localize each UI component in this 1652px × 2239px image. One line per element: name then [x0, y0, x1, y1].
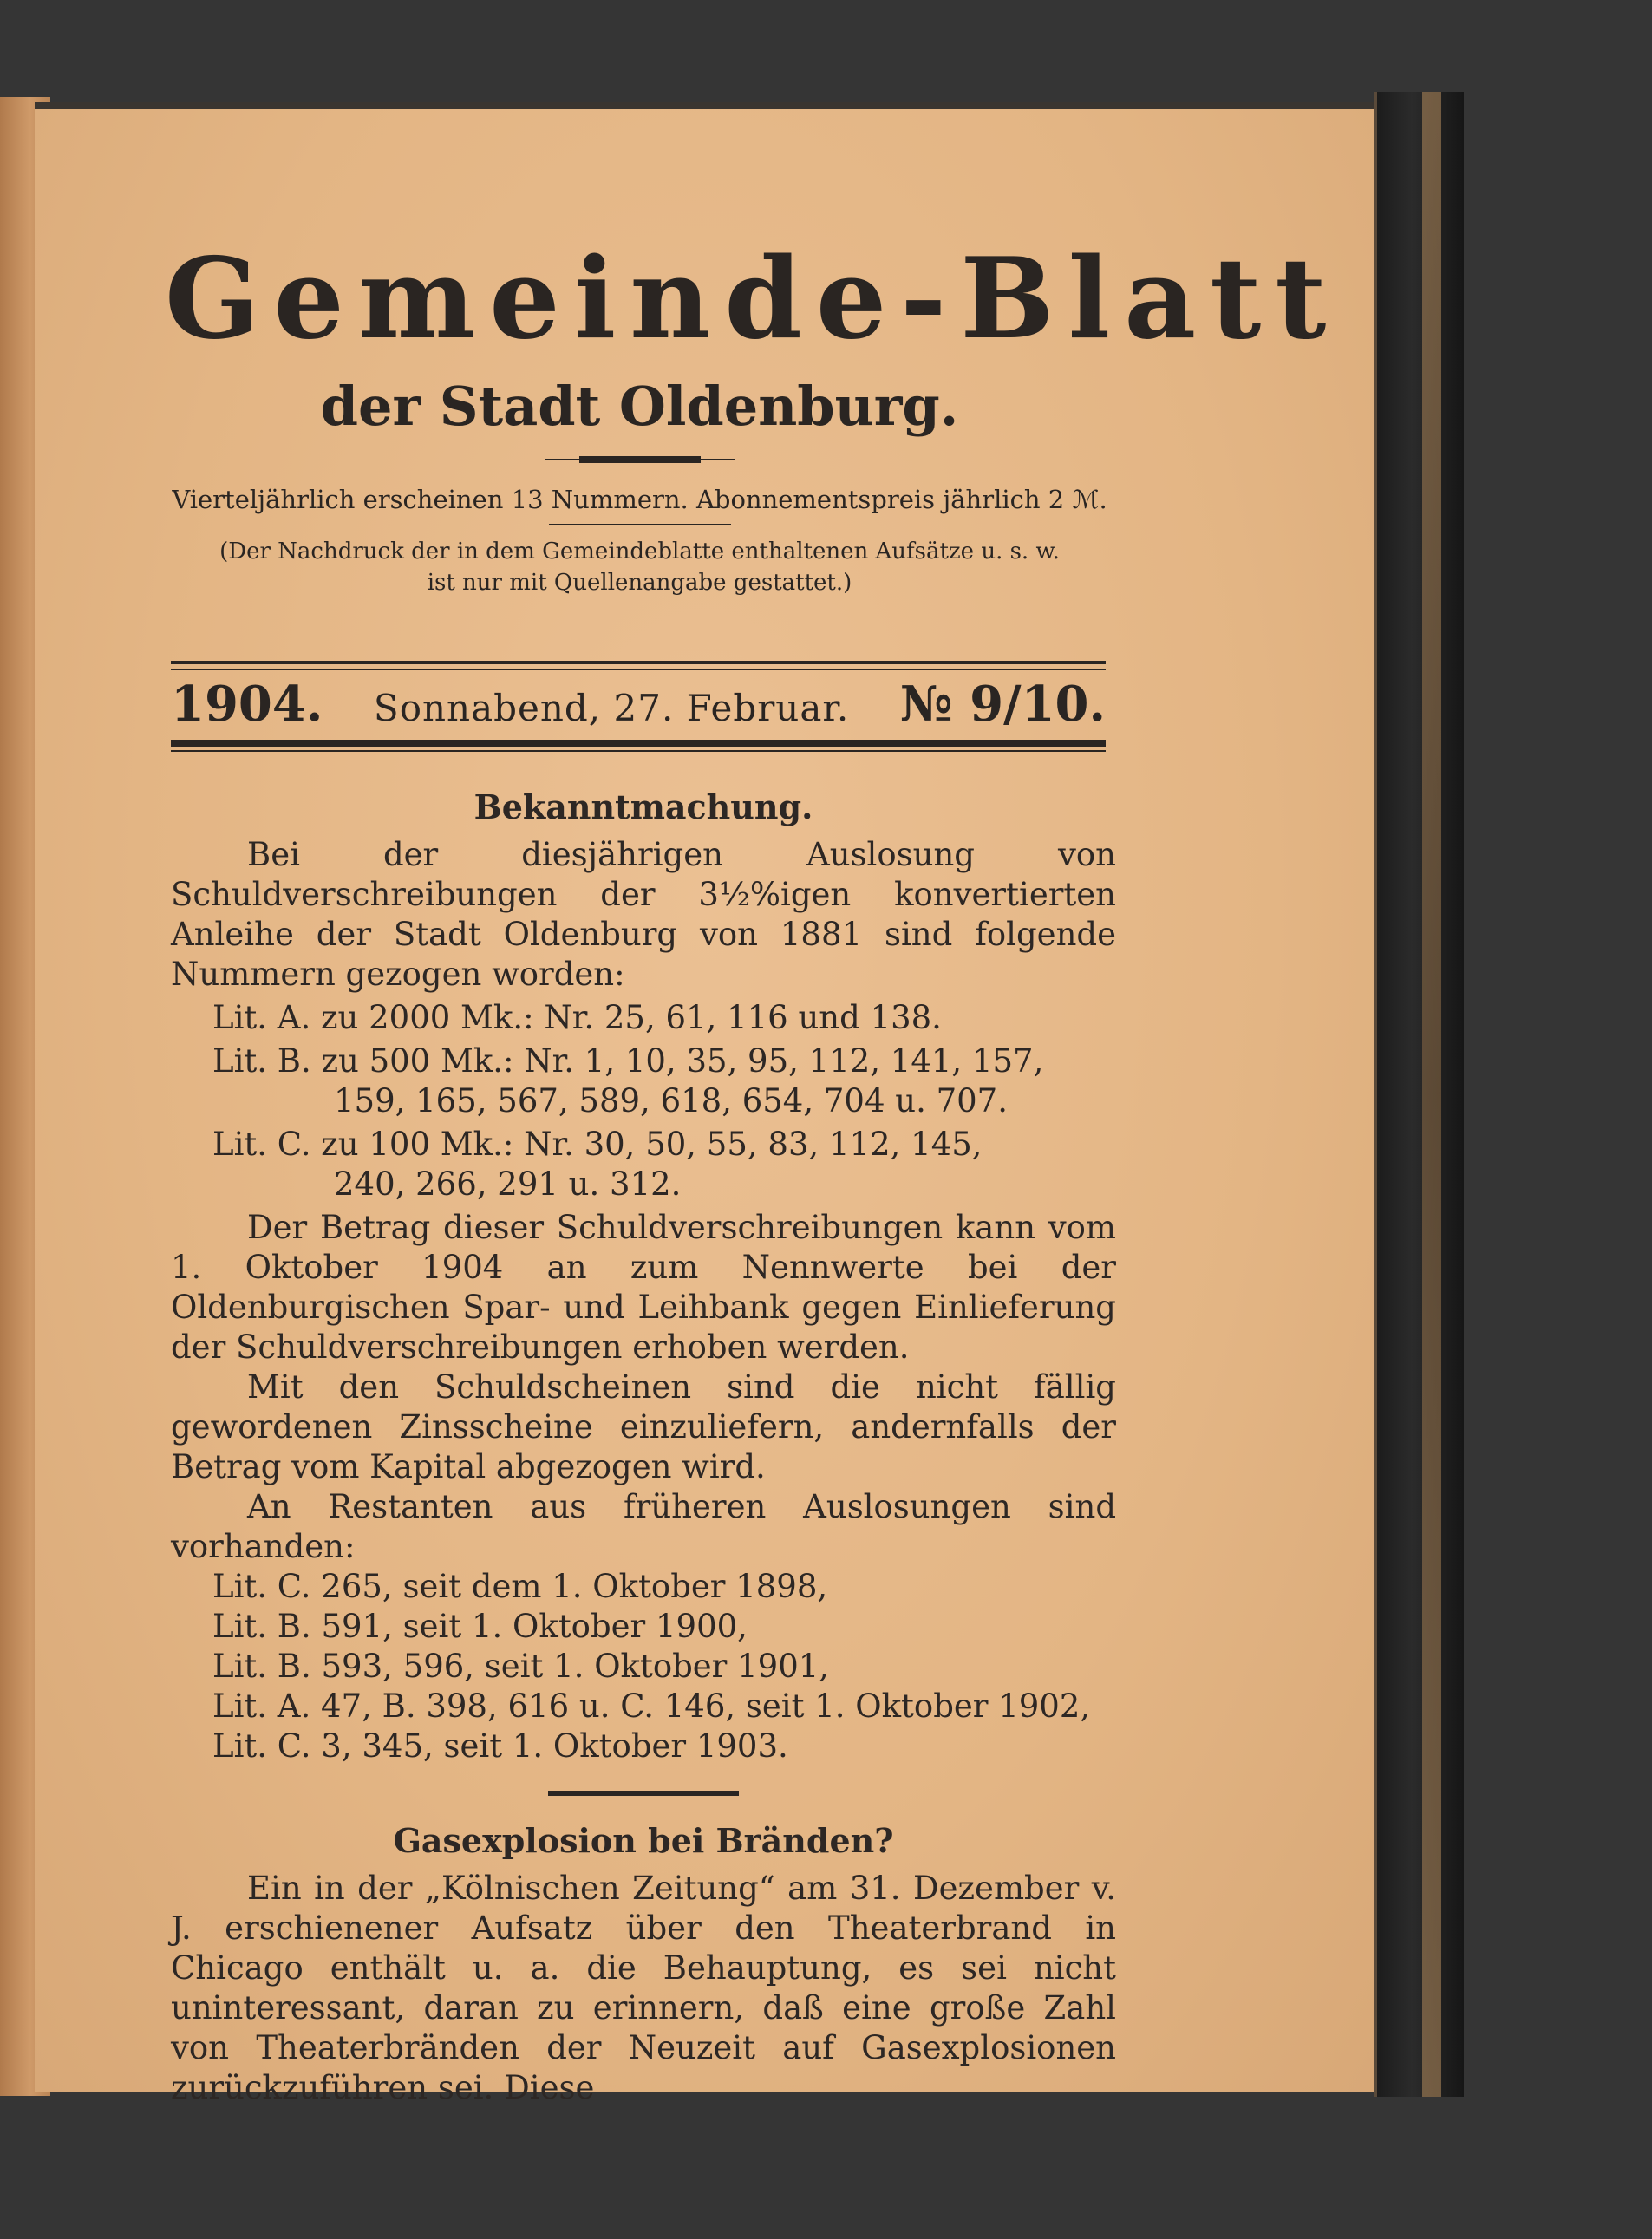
article-separator: [548, 1791, 739, 1796]
restanten-line: Lit. C. 3, 345, seit 1. Oktober 1903.: [212, 1727, 788, 1765]
lit-b-line-2: 159, 165, 567, 589, 618, 654, 704 u. 707.: [334, 1082, 1008, 1120]
masthead: [165, 234, 1341, 598]
restanten-line: Lit. C. 265, seit dem 1. Oktober 1898,: [212, 1568, 828, 1605]
article-paragraph: Mit den Schuldscheinen sind die nicht fällig gewordenen Zinsscheine einzuliefern, andernfalls der Betrag vom Kapital abgezogen wird.: [171, 1368, 1116, 1485]
restanten-line: Lit. A. 47, B. 398, 616 u. C. 146, seit 1. Oktober 1902,: [212, 1687, 1091, 1725]
subscription-info: Vierteljährlich erscheinen 13 Nummern. Abonnementspreis jährlich 2 ℳ.: [172, 485, 1107, 514]
lit-c-line-1: Lit. C. zu 100 Mk.: Nr. 30, 50, 55, 83, 112, 145,: [212, 1126, 983, 1163]
divider-rule: [549, 524, 731, 525]
lit-c-line-2: 240, 266, 291 u. 312.: [334, 1165, 682, 1203]
issue-number: № 9/10.: [899, 676, 1106, 733]
issue-info-row: [171, 670, 1106, 738]
issue-bar-bottom-rule-thin: [171, 750, 1106, 752]
restanten-line: Lit. B. 591, seit 1. Oktober 1900,: [212, 1608, 748, 1645]
issue-date: Sonnabend, 27. Februar.: [373, 687, 850, 729]
article-paragraph: Bei der diesjährigen Auslosung von Schuldverschreibungen der 3½%igen konvertierten Anleihe der Stadt Oldenburg von 1881 sind folgende Nummern gezogen worden:: [171, 836, 1116, 993]
masthead-ornament-rule: [165, 447, 1114, 473]
issue-bar-bottom-rule: [171, 740, 1106, 747]
book-spine: [1374, 92, 1464, 2097]
page-block-edge: [1422, 92, 1441, 2097]
article-heading-gasexplosion: Gasexplosion bei Bränden?: [393, 1821, 894, 1860]
newspaper-subtitle: der Stadt Oldenburg.: [320, 375, 959, 438]
lit-b-line-1: Lit. B. zu 500 Mk.: Nr. 1, 10, 35, 95, 112, 141, 157,: [212, 1042, 1044, 1080]
lit-a-line: Lit. A. zu 2000 Mk.: Nr. 25, 61, 116 und 138.: [212, 999, 942, 1036]
restanten-line: Lit. B. 593, 596, seit 1. Oktober 1901,: [212, 1648, 830, 1685]
article-paragraph: Ein in der „Kölnischen Zeitung“ am 31. Dezember v. J. erschienener Aufsatz über den Theaterbrand in Chicago enthält u. a. die Behauptung, es sei nicht uninteressant, daran zu erinnern, daß eine große Zahl von Theaterbränden der Neuzeit auf Gasexplosionen zurückzuführen sei. Diese: [171, 1870, 1116, 2106]
lit-b-entry: [171, 1041, 1116, 1121]
page-top-edge: [35, 102, 1422, 109]
article-heading-bekanntmachung: Bekanntmachung.: [473, 787, 813, 826]
issue-year: 1904.: [171, 676, 323, 733]
article-paragraph: Der Betrag dieser Schuldverschreibungen kann vom 1. Oktober 1904 an zum Nennwerte bei der Oldenburgischen Spar- und Leihbank gegen Einlieferung der Schuldverschreibungen erhoben werden.: [171, 1209, 1116, 1366]
article-paragraph: An Restanten aus früheren Auslosungen sind vorhanden:: [171, 1488, 1116, 1565]
newspaper-title: Gemeinde-Blatt: [165, 234, 1341, 364]
ornament-thick-line: [579, 456, 701, 463]
issue-bar: [171, 661, 1106, 752]
reprint-note-line-1: (Der Nachdruck der in dem Gemeindeblatte enthaltenen Aufsätze u. s. w.: [219, 539, 1060, 565]
issue-bar-top-rule: [171, 661, 1106, 664]
article-column: [171, 776, 1116, 2108]
lit-c-entry: [171, 1125, 1116, 1204]
reprint-note-line-2: ist nur mit Quellenangabe gestattet.): [427, 570, 852, 596]
